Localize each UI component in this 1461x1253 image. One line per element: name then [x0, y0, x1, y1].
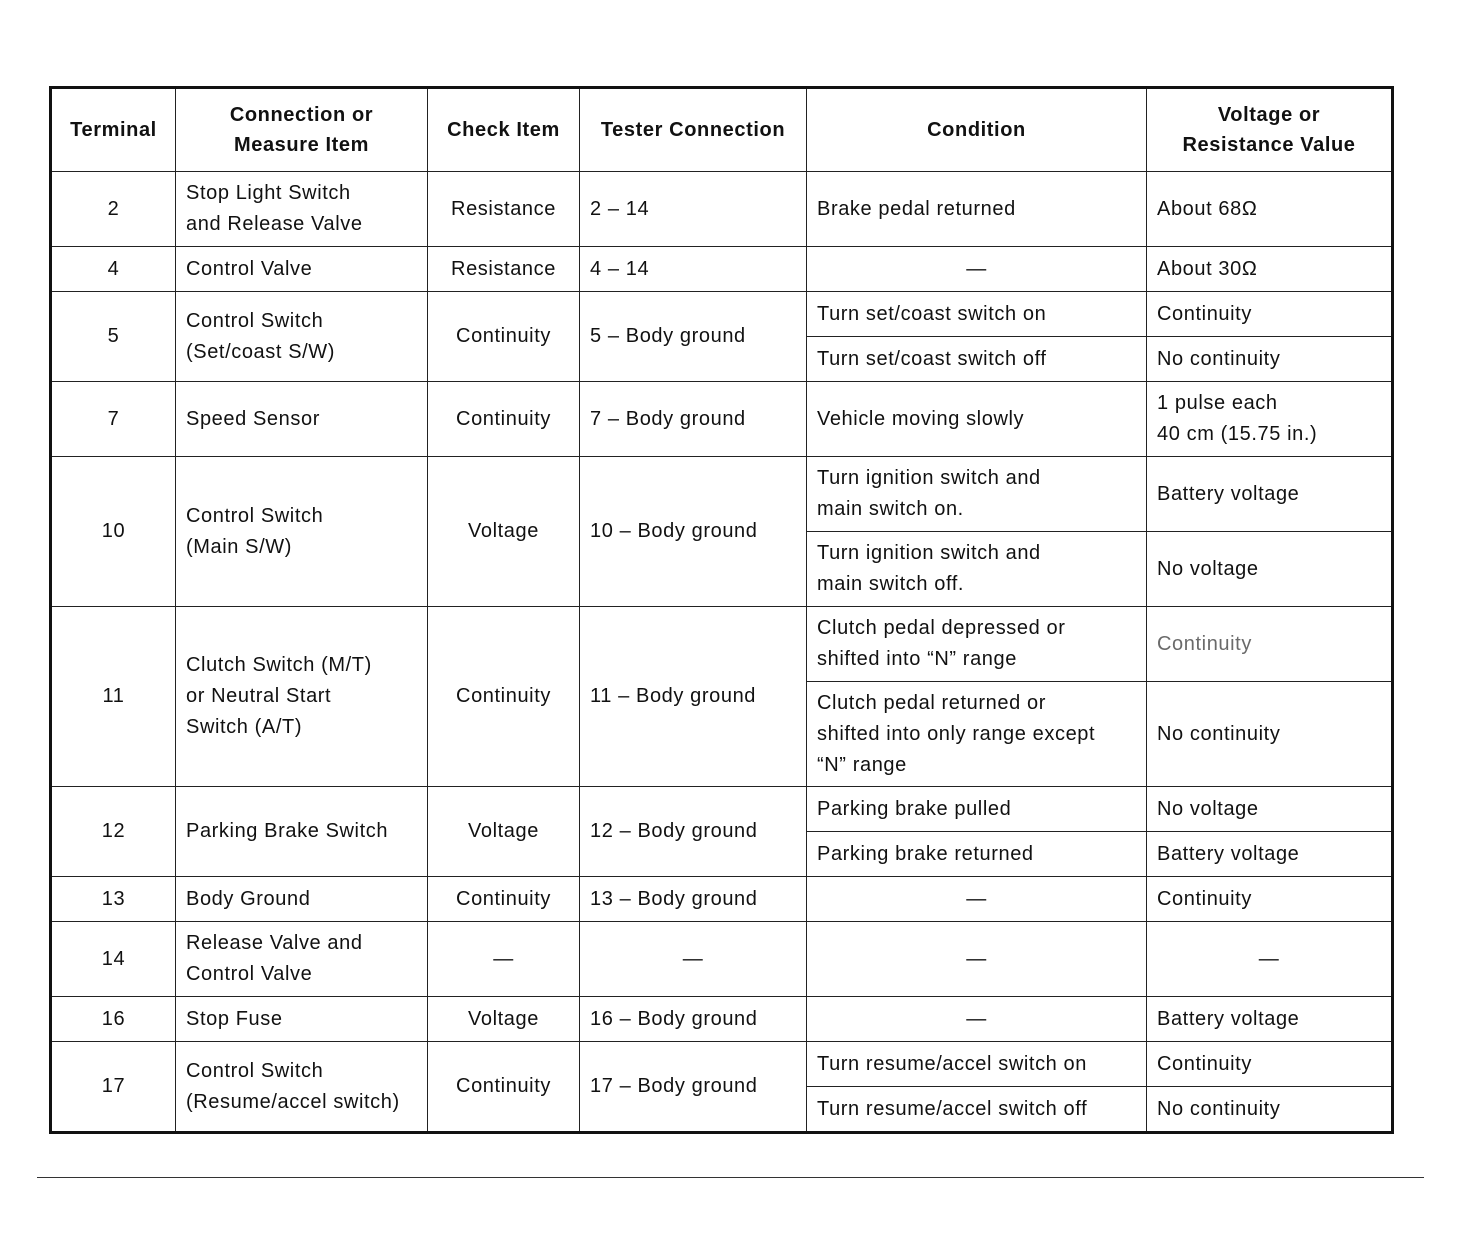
terminal-number: 7 [51, 382, 176, 457]
header-voltage-or-resistance-value: Voltage or Resistance Value [1147, 88, 1393, 172]
table-row [51, 787, 1393, 832]
expected-value: — [1147, 922, 1393, 997]
condition: Vehicle moving slowly [807, 382, 1147, 457]
expected-value: No continuity [1147, 682, 1393, 787]
check-item: Voltage [428, 457, 580, 607]
table-row [51, 382, 1393, 457]
terminal-number: 2 [51, 172, 176, 247]
connection-item: Release Valve and Control Valve [176, 922, 428, 997]
condition: Turn resume/accel switch off [807, 1087, 1147, 1133]
terminal-number: 13 [51, 877, 176, 922]
table-row [51, 922, 1393, 997]
expected-value: Continuity [1147, 1042, 1393, 1087]
connection-item: Clutch Switch (M/T) or Neutral Start Switch (A/T) [176, 607, 428, 787]
expected-value: No voltage [1147, 532, 1393, 607]
page-bottom-rule [37, 1177, 1424, 1178]
check-item: Voltage [428, 787, 580, 877]
terminal-number: 14 [51, 922, 176, 997]
check-item: Resistance [428, 172, 580, 247]
tester-connection: 17 – Body ground [580, 1042, 807, 1133]
header-condition: Condition [807, 88, 1147, 172]
connection-item: Body Ground [176, 877, 428, 922]
condition: Turn set/coast switch off [807, 337, 1147, 382]
tester-connection: 11 – Body ground [580, 607, 807, 787]
connection-item: Control Switch (Resume/accel switch) [176, 1042, 428, 1133]
check-item: Continuity [428, 292, 580, 382]
terminal-number: 12 [51, 787, 176, 877]
expected-value: Continuity [1147, 292, 1393, 337]
terminal-number: 5 [51, 292, 176, 382]
expected-value: Battery voltage [1147, 997, 1393, 1042]
check-item: Resistance [428, 247, 580, 292]
connection-item: Stop Light Switch and Release Valve [176, 172, 428, 247]
check-item: Continuity [428, 382, 580, 457]
tester-connection: 4 – 14 [580, 247, 807, 292]
condition: Turn set/coast switch on [807, 292, 1147, 337]
table-row [51, 1042, 1393, 1087]
table-row [51, 997, 1393, 1042]
expected-value: 1 pulse each 40 cm (15.75 in.) [1147, 382, 1393, 457]
expected-value: No continuity [1147, 1087, 1393, 1133]
terminal-number: 4 [51, 247, 176, 292]
connection-item: Stop Fuse [176, 997, 428, 1042]
table-row [51, 607, 1393, 682]
tester-connection: 5 – Body ground [580, 292, 807, 382]
header-terminal: Terminal [51, 88, 176, 172]
terminal-inspection-table [49, 86, 1394, 1134]
check-item: Continuity [428, 1042, 580, 1133]
connection-item: Speed Sensor [176, 382, 428, 457]
condition: — [807, 877, 1147, 922]
tester-connection: 12 – Body ground [580, 787, 807, 877]
expected-value: Continuity [1147, 877, 1393, 922]
condition: Clutch pedal depressed or shifted into “N” range [807, 607, 1147, 682]
expected-value: About 30Ω [1147, 247, 1393, 292]
connection-item: Parking Brake Switch [176, 787, 428, 877]
expected-value: About 68Ω [1147, 172, 1393, 247]
table-row [51, 247, 1393, 292]
tester-connection: 10 – Body ground [580, 457, 807, 607]
terminal-number: 16 [51, 997, 176, 1042]
header-connection-or-measure-item: Connection or Measure Item [176, 88, 428, 172]
header-tester-connection: Tester Connection [580, 88, 807, 172]
tester-connection: 13 – Body ground [580, 877, 807, 922]
connection-item: Control Switch (Main S/W) [176, 457, 428, 607]
condition: — [807, 247, 1147, 292]
table-row [51, 292, 1393, 337]
condition: — [807, 922, 1147, 997]
check-item: Continuity [428, 607, 580, 787]
tester-connection: 16 – Body ground [580, 997, 807, 1042]
terminal-number: 10 [51, 457, 176, 607]
check-item: Continuity [428, 877, 580, 922]
terminal-number: 11 [51, 607, 176, 787]
tester-connection: — [580, 922, 807, 997]
condition: Brake pedal returned [807, 172, 1147, 247]
condition: Clutch pedal returned or shifted into only range except “N” range [807, 682, 1147, 787]
check-item: Voltage [428, 997, 580, 1042]
expected-value: Battery voltage [1147, 832, 1393, 877]
condition: Parking brake returned [807, 832, 1147, 877]
expected-value: Continuity [1147, 607, 1393, 682]
connection-item: Control Valve [176, 247, 428, 292]
condition: Parking brake pulled [807, 787, 1147, 832]
condition: Turn resume/accel switch on [807, 1042, 1147, 1087]
header-check-item: Check Item [428, 88, 580, 172]
table-row [51, 172, 1393, 247]
terminal-inspection-sheet [49, 86, 1391, 1134]
expected-value: No continuity [1147, 337, 1393, 382]
condition: — [807, 997, 1147, 1042]
condition: Turn ignition switch and main switch off. [807, 532, 1147, 607]
terminal-number: 17 [51, 1042, 176, 1133]
tester-connection: 2 – 14 [580, 172, 807, 247]
condition: Turn ignition switch and main switch on. [807, 457, 1147, 532]
table-row [51, 877, 1393, 922]
header-row [51, 88, 1393, 172]
connection-item: Control Switch (Set/coast S/W) [176, 292, 428, 382]
check-item: — [428, 922, 580, 997]
expected-value: Battery voltage [1147, 457, 1393, 532]
expected-value: No voltage [1147, 787, 1393, 832]
tester-connection: 7 – Body ground [580, 382, 807, 457]
table-row [51, 457, 1393, 532]
